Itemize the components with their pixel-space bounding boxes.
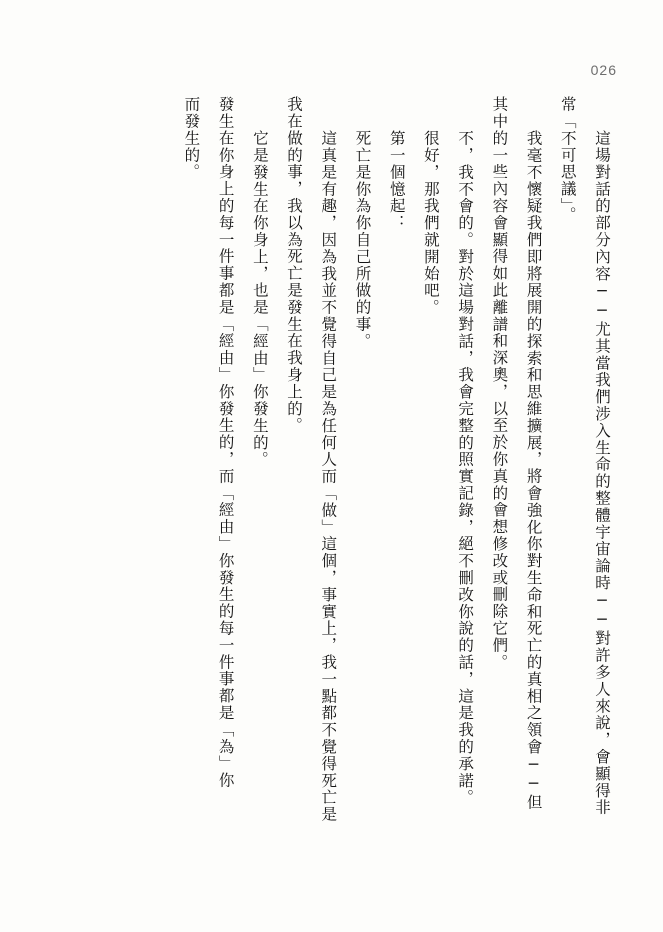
text-column: 它是發生在你身上，也是「經由」你發生的。 bbox=[250, 130, 269, 468]
text-column: 很好，那我們就開始吧。 bbox=[421, 130, 440, 316]
page-number: 026 bbox=[590, 62, 617, 78]
text-column: 第一個憶起： bbox=[387, 130, 406, 232]
text-column: 我在做的事，我以為死亡是發生在我身上的。 bbox=[285, 96, 304, 434]
text-column: 這真是有趣，因為我並不覺得自己是為任何人而「做」這個，事實上，我一點都不覺得死亡是 bbox=[319, 130, 338, 823]
text-column: 而發生的。 bbox=[182, 96, 201, 181]
text-column: 這場對話的部分內容──尤其當我們涉入生命的整體宇宙論時──對許多人來說，會顯得非 bbox=[593, 130, 611, 816]
text-column: 發生在你身上的每一件事都是「經由」你發生的，而「經由」你發生的每一件事都是「為」你 bbox=[216, 96, 235, 789]
text-column: 死亡是你為你自己所做的事。 bbox=[353, 130, 372, 350]
vertical-text-body bbox=[44, 96, 619, 872]
text-column: 其中的一些內容會顯得如此離譜和深奧，以至於你真的會想修改或刪除它們。 bbox=[490, 96, 509, 671]
text-column: 常「不可思議」。 bbox=[558, 96, 577, 224]
text-column: 不，我不會的。對於這場對話，我會完整的照實記錄，絕不刪改你說的話，這是我的承諾。 bbox=[456, 130, 475, 806]
text-column: 我毫不懷疑我們即將展開的探索和思維擴展，將會強化你對生命和死亡的真相之領會──但 bbox=[524, 130, 543, 811]
